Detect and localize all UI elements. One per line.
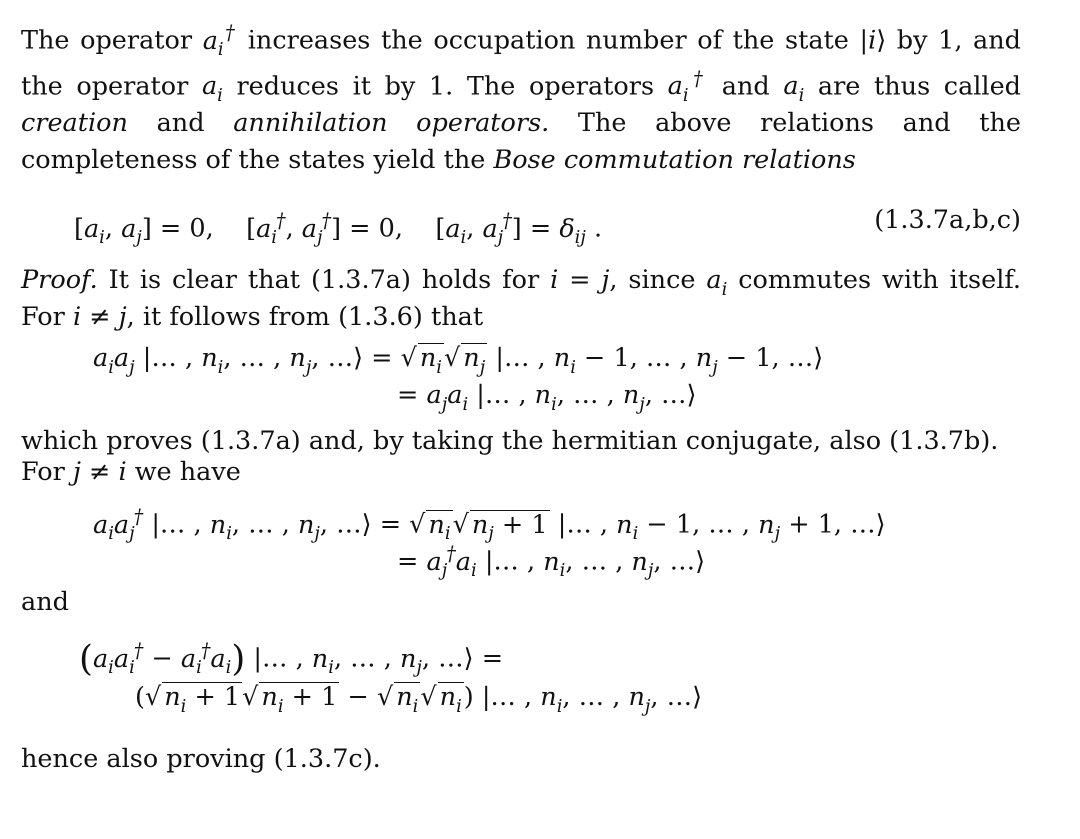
paragraph-which-proves: which proves (1.3.7a) and, by taking the hermitian conjugate, also (1.3.7b).: [21, 426, 999, 456]
text-run: , since: [609, 265, 707, 295]
equation-line: $a_ia_j$ |… , $n_i$, … , $n_j$, …⟩ = √ $n_i√$ $n_j$ |… , $n_i - 1$, … , $n_j - 1$, …⟩: [93, 343, 824, 378]
term-creation: creation: [21, 108, 128, 138]
math-i-neq-j: i: [72, 302, 82, 332]
paragraph-and: and: [21, 587, 69, 617]
equation-line: = $a_ja_i$ |… , $n_i$, … , $n_j$, …⟩: [397, 380, 697, 415]
math-a-i: $a_i$: [201, 71, 223, 106]
text-run: and: [708, 71, 784, 101]
math-ket-i: |i⟩: [859, 25, 887, 56]
paragraph-proof: Proof. It is clear that (1.3.7a) holds for i = j, since $a_i$ commutes with itself. For i ≠ j, it follows from (1.3.6) that: [21, 265, 1021, 332]
text-run: The operator: [21, 25, 203, 56]
text-run: It is clear that (1.3.7a) holds for: [97, 265, 551, 295]
math-a-i: $a_i$: [783, 71, 805, 106]
text-run: we have: [126, 457, 241, 487]
paragraph-for-j-neq-i: For j ≠ i we have: [21, 457, 241, 487]
text-run: For: [21, 457, 73, 487]
equation-commutation-relations: [21, 202, 1021, 249]
text-run: by 1, and the operator: [21, 25, 1021, 101]
math-a-dagger-i: $a_i^\dagger$: [667, 66, 709, 106]
text-run: reduces it by 1. The operators: [222, 71, 668, 101]
math-i-eq-j: i: [550, 265, 559, 295]
paper-page: [21, 14, 1021, 778]
math-a-i: $a_i$: [706, 265, 728, 300]
equation-line: (√ $n_i + 1√$ $n_i + 1$ − √ $n_i√$ $n_i$) |… , $n_i$, … , $n_j$, …⟩: [135, 682, 703, 717]
paragraph-hence: hence also proving (1.3.7c).: [21, 744, 381, 774]
equation-line: $a_ia_j^\dagger$ |… , $n_i$, … , $n_j$, …⟩ = √ $n_i√$ $n_j + 1$ |… , $n_i - 1$, … , $n_j + 1$, …⟩: [93, 505, 886, 545]
text-run: are thus called: [804, 71, 1021, 101]
text-run: The above relations and the completeness of the states yield the: [21, 108, 1021, 175]
equation-block-2: [21, 498, 1021, 582]
equation-line: $(a_ia_i^\dagger - a_i^\dagger a_i)$ |… , $n_i$, … , $n_j$, …⟩ =: [79, 638, 504, 680]
equation-line: = $a_j^\dagger a_i$ |… , $n_i$, … , $n_j$, …⟩: [397, 542, 706, 582]
math-j-neq-i: j: [72, 457, 81, 487]
term-annihilation: annihilation operators.: [233, 108, 550, 138]
proof-label: Proof.: [21, 265, 98, 295]
math-a-dagger-i: $a_i^\dagger$: [202, 21, 238, 61]
equation-number: (1.3.7a,b,c): [874, 205, 1021, 235]
term-bose: Bose commutation relations: [493, 145, 856, 175]
paragraph-intro: [21, 14, 1021, 179]
text-run: , it follows from (1.3.6) that: [126, 302, 484, 332]
text-run: and: [127, 108, 234, 138]
text-run: increases the occupation number of the state: [237, 25, 860, 56]
equation-block-3: [21, 627, 1021, 716]
text-run: commutes with itself. For: [21, 265, 1021, 332]
equation-commutators: [$a_i$, $a_j] = 0$, [$a_i^\dagger$, $a_j^\dagger] = 0$, [$a_i$, $a_j^\dagger] = \delta_{ij}$ .: [74, 209, 603, 249]
equation-block-1: [21, 340, 1021, 414]
